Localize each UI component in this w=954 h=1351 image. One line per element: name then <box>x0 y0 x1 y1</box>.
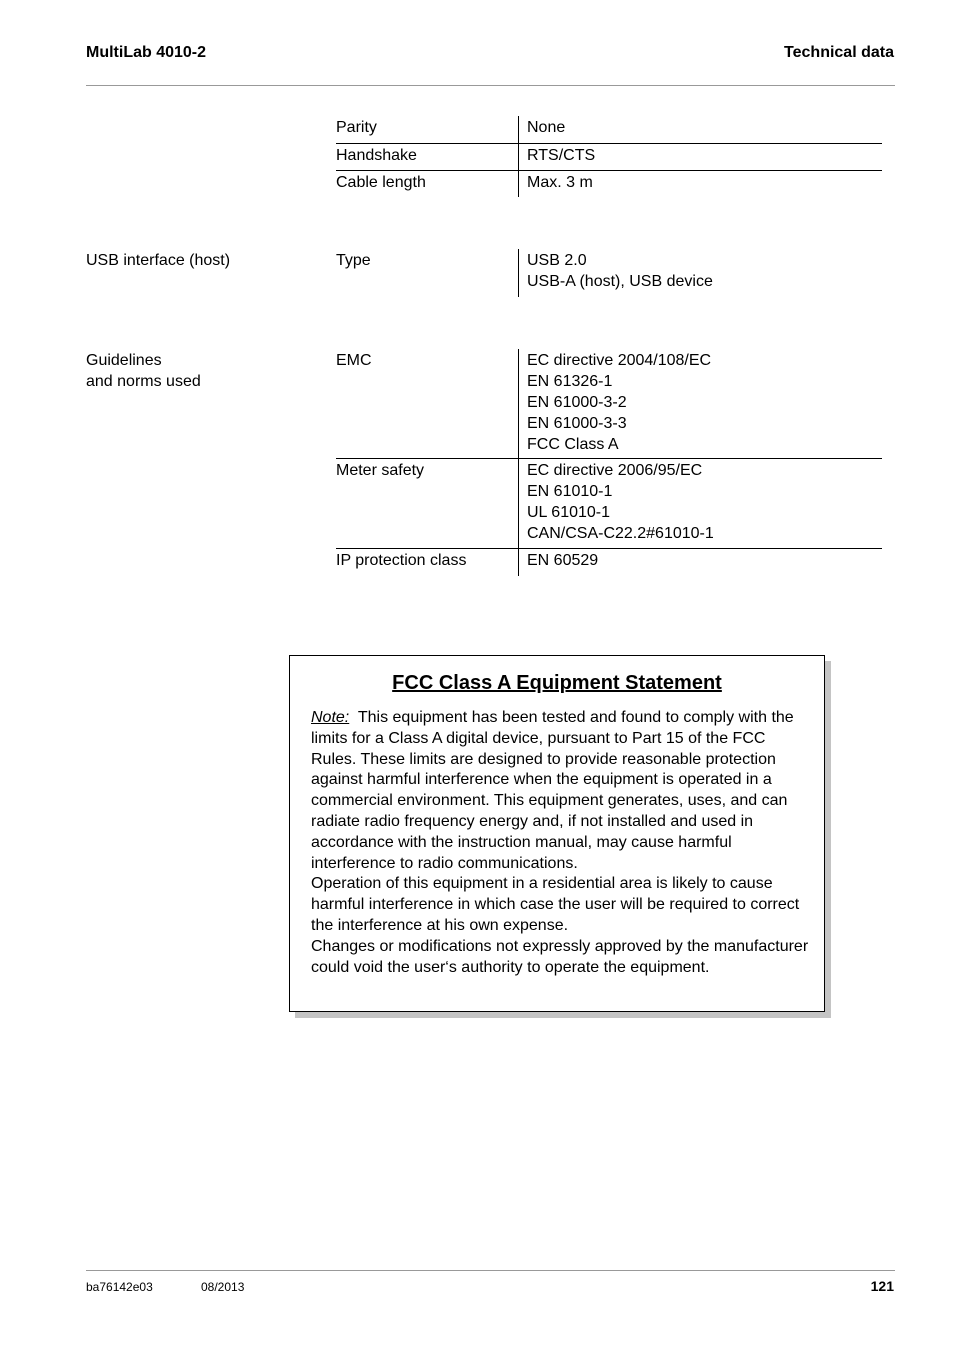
table-column-divider <box>518 349 519 576</box>
row-value-parity: None <box>527 119 566 136</box>
row-label-type: Type <box>336 252 371 269</box>
footer-rule <box>86 1270 895 1271</box>
row-value-cable-length: Max. 3 m <box>527 174 593 191</box>
page-number: 121 <box>870 1278 894 1294</box>
guidelines-heading: Guidelines and norms used <box>86 352 201 390</box>
row-label-parity: Parity <box>336 119 377 136</box>
row-label-emc: EMC <box>336 352 372 369</box>
table-column-divider <box>518 116 519 197</box>
row-label-ip-protection: IP protection class <box>336 552 467 569</box>
fcc-statement-box <box>289 655 825 1012</box>
row-label-meter-safety: Meter safety <box>336 462 425 479</box>
note-label: Note: <box>311 709 350 726</box>
fcc-title: FCC Class A Equipment Statement <box>392 672 722 694</box>
fcc-paragraph <box>311 708 811 874</box>
header-product: MultiLab 4010-2 <box>86 44 207 61</box>
table-divider <box>336 143 882 144</box>
table-divider <box>336 548 882 549</box>
footer-date: 08/2013 <box>201 1280 245 1294</box>
usb-heading: USB interface (host) <box>86 252 231 269</box>
row-value-handshake: RTS/CTS <box>527 147 596 164</box>
table-divider <box>336 458 882 459</box>
table-column-divider <box>518 249 519 297</box>
header-section: Technical data <box>784 44 894 61</box>
header-rule <box>86 85 895 86</box>
fcc-paragraph-3: Changes or modifications not expressly approved by the manufacturer could void the user‘s authority to operate the equipment. <box>311 937 809 976</box>
row-value-emc: EC directive 2004/108/EC EN 61326-1 EN 61000-3-2 EN 61000-3-3 FCC Class A <box>527 352 712 453</box>
fcc-body <box>311 708 811 978</box>
row-value-type: USB 2.0 USB-A (host), USB device <box>527 252 713 290</box>
table-divider <box>336 170 882 171</box>
row-label-cable-length: Cable length <box>336 174 426 191</box>
footer-doc-id: ba76142e03 <box>86 1280 153 1294</box>
row-value-ip-protection: EN 60529 <box>527 552 599 569</box>
fcc-paragraph-2: Operation of this equipment in a residential area is likely to cause harmful interference in which case the user will be required to correct the interference at his own expense. <box>311 875 800 934</box>
row-label-handshake: Handshake <box>336 147 417 164</box>
fcc-paragraph-1: This equipment has been tested and found to comply with the limits for a Class A digital device, pursuant to Part 15 of the FCC Rules. These limits are designed to provide reasonable protection against harmful interference when the equipment is operated in a commercial environment. This equipment generates, uses, and can radiate radio frequency energy and, if not installed and used in accordance with the instruction manual, may cause harmful interference to radio communications. <box>311 709 794 872</box>
row-value-meter-safety: EC directive 2006/95/EC EN 61010-1 UL 61010-1 CAN/CSA-C22.2#61010-1 <box>527 462 714 542</box>
